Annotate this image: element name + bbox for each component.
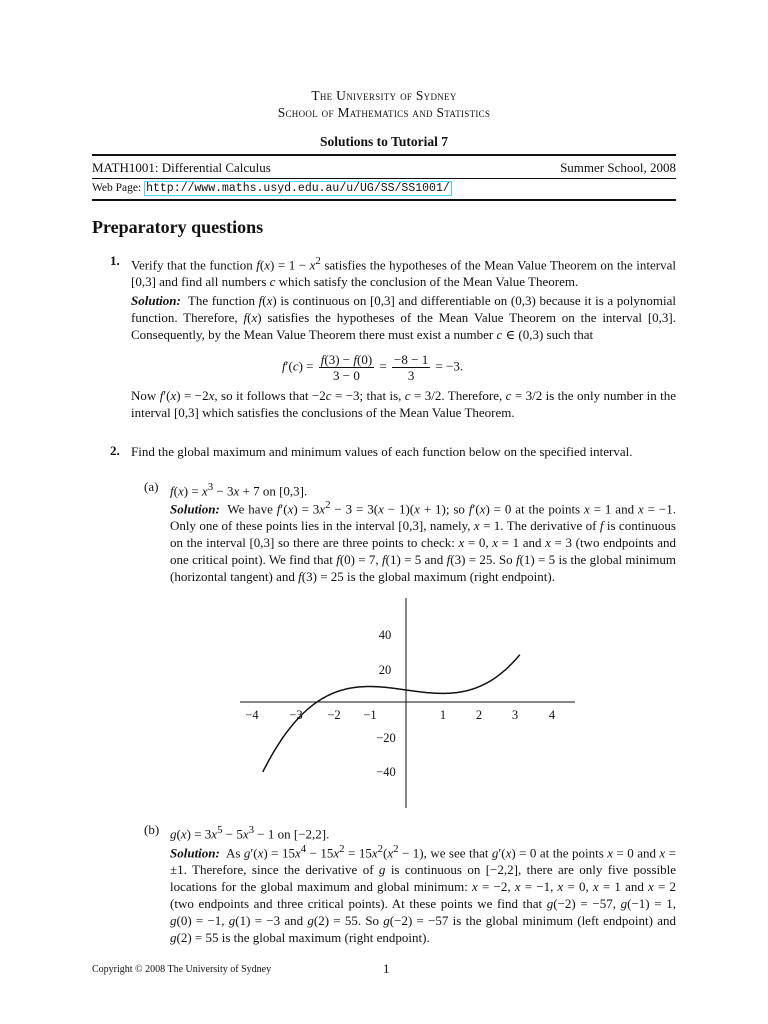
x-tick-1: 1 <box>439 708 447 722</box>
y-tick-neg20: −20 <box>376 731 396 745</box>
q2a-solution-label: Solution: <box>170 501 220 517</box>
part-b-function: $g(x) = 3x^5 - 5x^3 - 1$ on [−2,2]. <box>170 824 330 842</box>
document-title: Solutions to Tutorial 7 <box>320 134 448 149</box>
x-tick-neg2: −2 <box>327 708 341 722</box>
part-b-solution: Solution: As $g'(x) = 15x^4 - 15x^2 = 15x^2(x^2 - 1)$, we see that g′(x) = 0 at the points x = 0 and x = ±1. Therefore, since the derivative of g is continuous on [−2,2], there are only five possible locations for the global maximum and global minimum: x = −2, x = −1, x = 0, x = 1 and x = 2 (two endpoints and three critical points). At these points we find that g(−2) = −57, g(−1) = 1, g(0) = −1, g(1) = −3 and g(2) = 55. So g(−2) = −57 is the global minimum (left endpoint) and g(2) = 55 is the global maximum (right endpoint). <box>170 843 676 946</box>
part-b-label: (b) <box>144 822 160 837</box>
x-tick-4: 4 <box>548 708 556 722</box>
question-2-number: 2. <box>110 443 120 458</box>
mvt-equation: f′(c) = $\frac{f(3) - f(0)}{3 - 0}$ = $\frac{-8 - 1}{3}$ = −3. <box>282 352 464 383</box>
copyright: Copyright © 2008 The University of Sydney <box>92 964 272 975</box>
y-tick-20: 20 <box>378 663 392 677</box>
school-name: School of Mathematics and Statistics <box>277 105 491 120</box>
question-2-text: Find the global maximum and minimum values of each function below on the specified interval. <box>131 444 633 459</box>
course-name: MATH1001: Differential Calculus <box>92 160 271 175</box>
part-a-function: $f(x) = x^3 - 3x + 7$ on [0,3]. <box>170 481 308 499</box>
page-number: 1 <box>383 961 390 976</box>
x-tick-2: 2 <box>475 708 483 722</box>
university-name: The University of Sydney <box>311 88 457 103</box>
question-1-text: Verify that the function $f(x) = 1 - x^2$ satisfies the hypotheses of the Mean Value Theorem on the interval [0,3] and find all numbers c which satisfy the conclusion of the Mean Value Theorem. <box>131 255 676 290</box>
webpage-label: Web Page: <box>92 182 142 194</box>
y-tick-neg40: −40 <box>376 765 396 779</box>
x-tick-neg1: −1 <box>363 708 377 722</box>
y-tick-40: 40 <box>378 628 392 642</box>
x-tick-neg4: −4 <box>245 708 259 722</box>
question-1-conclusion: Now f′(x) = −2x, so it follows that −2c = −3; that is, c = 3/2. Therefore, c = 3/2 is the only number in the interval [0,3] which satisfies the conclusions of the Mean Value Theorem. <box>131 388 677 420</box>
q2b-solution-label: Solution: <box>170 845 220 861</box>
x-tick-neg3: −3 <box>289 708 303 722</box>
part-a-label: (a) <box>144 479 159 494</box>
x-tick-3: 3 <box>511 708 519 722</box>
section-title: Preparatory questions <box>92 217 264 237</box>
term-label: Summer School, 2008 <box>560 160 676 175</box>
webpage-link[interactable]: http://www.maths.usyd.edu.au/u/UG/SS/SS1001/ <box>146 182 450 195</box>
q1-solution-label: Solution: <box>131 293 181 308</box>
question-1-solution: Solution: The function f(x) is continuous on [0,3] and differentiable on (0,3) because it is a polynomial function. Therefore, f(x) satisfies the hypotheses of the Mean Value Theorem on the interval [0,3]. Consequently, by the Mean Value Theorem there must exist a number c ∈ (0,3) such that <box>131 293 677 342</box>
question-1-number: 1. <box>110 253 120 268</box>
part-a-solution: Solution: We have $f'(x) = 3x^2 - 3 = 3(x - 1)(x + 1)$; so f′(x) = 0 at the points x = 1 and x = −1. Only one of these points lies in the interval [0,3], namely, x = 1. The derivative of f is continuous on the interval [0,3] so there are three points to check: x = 0, x = 1 and x = 3 (two endpoints and one critical point). We find that f(0) = 7, f(1) = 5 and f(3) = 25. So f(1) = 5 is the global minimum (horizontal tangent) and f(3) = 25 is the global maximum (right endpoint). <box>170 499 677 585</box>
